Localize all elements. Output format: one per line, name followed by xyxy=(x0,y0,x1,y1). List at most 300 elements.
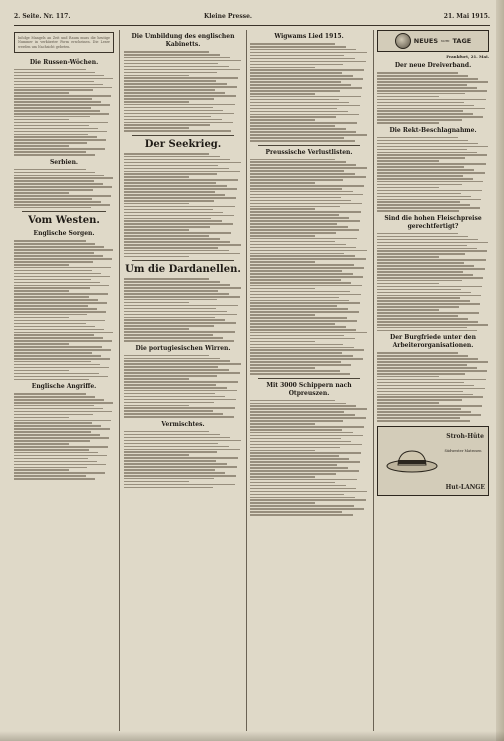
article-heading: Englische Sorgen. xyxy=(33,230,95,238)
text-line xyxy=(14,317,69,319)
text-line xyxy=(124,311,227,313)
header-paper-title: Kleine Presse. xyxy=(204,13,253,20)
text-line xyxy=(250,438,341,440)
text-line xyxy=(124,454,189,456)
text-line xyxy=(124,179,238,181)
text-line xyxy=(377,143,478,145)
text-line xyxy=(377,102,464,104)
text-line xyxy=(14,95,111,97)
text-line xyxy=(124,434,220,436)
text-line xyxy=(250,90,340,92)
text-line xyxy=(377,72,458,74)
text-line xyxy=(250,258,366,260)
text-line xyxy=(14,282,100,284)
column-divider xyxy=(246,30,247,731)
text-line xyxy=(250,291,350,293)
text-line xyxy=(124,98,214,100)
ad-brand: Hut-LANGE xyxy=(445,484,485,492)
text-line xyxy=(250,308,348,310)
text-line xyxy=(124,119,222,121)
text-line xyxy=(124,472,225,474)
text-line xyxy=(250,403,346,405)
text-line xyxy=(14,461,97,463)
text-line xyxy=(124,124,210,126)
text-line xyxy=(377,274,473,276)
article-body xyxy=(14,393,114,480)
text-line xyxy=(14,329,104,331)
text-line xyxy=(14,440,90,442)
text-line xyxy=(377,300,470,302)
text-line xyxy=(250,161,346,163)
text-line xyxy=(124,209,213,211)
text-line xyxy=(377,297,460,299)
text-line xyxy=(124,317,215,319)
text-line xyxy=(250,361,341,363)
text-line xyxy=(124,334,213,336)
text-line xyxy=(250,137,344,139)
text-line xyxy=(124,319,225,321)
article-heading: Der neue Dreiverband. xyxy=(394,62,472,70)
text-line xyxy=(377,199,481,201)
text-line xyxy=(250,432,353,434)
text-line xyxy=(250,214,339,216)
text-line xyxy=(250,344,343,346)
text-line xyxy=(250,441,351,443)
text-line xyxy=(250,458,349,460)
article-body xyxy=(124,431,242,488)
text-line xyxy=(377,248,477,250)
article-body xyxy=(14,69,114,156)
column-1 xyxy=(14,30,114,733)
text-line xyxy=(250,69,364,71)
text-line xyxy=(250,408,367,410)
text-line xyxy=(250,64,343,66)
text-line xyxy=(14,113,109,115)
text-line xyxy=(14,89,93,91)
text-line xyxy=(250,294,361,296)
text-line xyxy=(124,182,216,184)
text-line xyxy=(124,481,189,483)
text-line xyxy=(250,211,361,213)
text-line xyxy=(14,296,89,298)
text-line xyxy=(14,399,104,401)
text-line xyxy=(250,188,342,190)
text-line xyxy=(124,366,218,368)
text-line xyxy=(14,204,110,206)
text-line xyxy=(250,476,315,478)
text-line xyxy=(377,321,478,323)
section-rule xyxy=(258,378,360,379)
text-line xyxy=(14,323,86,325)
text-line xyxy=(14,273,101,275)
text-line xyxy=(250,67,315,69)
text-line xyxy=(377,283,439,285)
text-line xyxy=(377,370,487,372)
text-line xyxy=(377,358,478,360)
text-line xyxy=(250,114,359,116)
text-line xyxy=(250,494,344,496)
text-line xyxy=(14,151,86,153)
text-line xyxy=(250,329,356,331)
text-line xyxy=(124,206,235,208)
text-line xyxy=(377,417,460,419)
text-line xyxy=(377,280,462,282)
text-line xyxy=(250,232,336,234)
text-line xyxy=(14,299,98,301)
text-line xyxy=(377,408,461,410)
text-line xyxy=(250,411,344,413)
text-line xyxy=(14,376,108,378)
text-line xyxy=(250,46,346,48)
text-line xyxy=(377,175,463,177)
column-4 xyxy=(377,30,489,733)
text-line xyxy=(377,379,486,381)
text-line xyxy=(377,352,458,354)
text-line xyxy=(124,431,209,433)
text-line xyxy=(124,378,189,380)
article-heading: Mit 3000 Schippern nach Otpreuszen. xyxy=(266,381,352,397)
text-line xyxy=(250,111,348,113)
text-line xyxy=(124,393,215,395)
text-line xyxy=(124,331,235,333)
text-line xyxy=(377,268,485,270)
text-line xyxy=(250,78,363,80)
text-line xyxy=(124,86,237,88)
text-line xyxy=(124,241,230,243)
poem-body xyxy=(250,43,368,142)
text-line xyxy=(250,305,337,307)
text-line xyxy=(377,193,461,195)
masthead-neues-vom-tage xyxy=(377,30,489,52)
text-line xyxy=(124,110,223,112)
text-line xyxy=(124,381,238,383)
text-line xyxy=(250,491,367,493)
text-line xyxy=(250,176,366,178)
text-line xyxy=(124,77,238,79)
text-line xyxy=(250,373,350,375)
text-line xyxy=(250,134,367,136)
text-line xyxy=(14,364,100,366)
text-line xyxy=(124,95,236,97)
text-line xyxy=(377,190,482,192)
text-line xyxy=(377,315,458,317)
text-line xyxy=(250,347,354,349)
text-line xyxy=(124,57,230,59)
text-line xyxy=(250,131,356,133)
text-line xyxy=(377,152,477,154)
text-line xyxy=(250,270,342,272)
text-line xyxy=(124,305,238,307)
text-line xyxy=(377,295,481,297)
text-line xyxy=(377,399,462,401)
article-heading: Die Russen-Wöchen. xyxy=(29,58,99,66)
text-line xyxy=(14,189,93,191)
text-line xyxy=(14,355,101,357)
text-line xyxy=(14,302,107,304)
text-line xyxy=(124,89,215,91)
text-line xyxy=(14,396,95,398)
text-line xyxy=(250,220,360,222)
text-line xyxy=(377,108,485,110)
text-line xyxy=(250,247,356,249)
text-line xyxy=(14,343,69,345)
ad-title: Stroh-Hüte xyxy=(446,432,484,440)
text-line xyxy=(250,276,363,278)
text-line xyxy=(124,153,209,155)
text-line xyxy=(377,391,463,393)
text-line xyxy=(14,69,86,71)
text-line xyxy=(14,255,103,257)
article-body xyxy=(377,72,489,124)
text-line xyxy=(377,367,477,369)
text-line xyxy=(377,239,478,241)
text-line xyxy=(250,244,346,246)
text-line xyxy=(14,367,109,369)
text-line xyxy=(250,285,362,287)
text-line xyxy=(124,220,222,222)
text-line xyxy=(250,485,346,487)
text-line xyxy=(250,267,364,269)
text-line xyxy=(377,187,439,189)
text-line xyxy=(14,358,110,360)
text-line xyxy=(124,191,215,193)
text-line xyxy=(124,487,213,489)
text-line xyxy=(124,197,236,199)
text-line xyxy=(250,217,349,219)
text-line xyxy=(14,393,86,395)
text-line xyxy=(250,467,348,469)
text-line xyxy=(377,78,478,80)
text-line xyxy=(14,84,103,86)
section-rule xyxy=(132,135,234,136)
text-line xyxy=(377,113,473,115)
text-line xyxy=(14,337,103,339)
text-line xyxy=(124,372,240,374)
text-line xyxy=(124,369,229,371)
article-body xyxy=(250,400,368,516)
section-heading: Vom Westen. xyxy=(28,215,100,227)
text-line xyxy=(250,206,340,208)
text-line xyxy=(124,215,234,217)
text-line xyxy=(14,320,105,322)
text-line xyxy=(377,140,468,142)
text-line xyxy=(377,116,483,118)
text-line xyxy=(250,164,356,166)
text-line xyxy=(377,196,471,198)
text-line xyxy=(14,75,104,77)
text-line xyxy=(14,334,94,336)
text-line xyxy=(14,198,92,200)
text-line xyxy=(14,446,108,448)
text-line xyxy=(250,335,344,337)
text-line xyxy=(250,326,346,328)
text-line xyxy=(124,314,237,316)
text-line xyxy=(250,355,353,357)
text-line xyxy=(250,455,339,457)
text-line xyxy=(124,83,227,85)
text-line xyxy=(14,449,89,451)
text-line xyxy=(14,128,98,130)
text-line xyxy=(124,363,241,365)
text-line xyxy=(250,317,347,319)
text-line xyxy=(250,367,315,369)
text-line xyxy=(14,177,113,179)
text-line xyxy=(124,475,236,477)
page-bottom-shadow xyxy=(0,731,504,741)
ad-subtitle: Südwester Matrosen xyxy=(444,448,482,453)
text-line xyxy=(14,264,69,266)
text-line xyxy=(377,122,439,124)
text-line xyxy=(250,349,364,351)
article-body xyxy=(124,51,242,132)
text-line xyxy=(377,420,470,422)
text-line xyxy=(250,352,342,354)
text-line xyxy=(250,75,353,77)
article-body xyxy=(124,153,242,257)
header-rule xyxy=(14,25,490,26)
text-line xyxy=(14,110,100,112)
text-line xyxy=(250,49,356,51)
text-line xyxy=(250,502,315,504)
text-line xyxy=(124,244,241,246)
text-line xyxy=(124,440,241,442)
text-line xyxy=(377,259,486,261)
text-line xyxy=(250,429,342,431)
text-line xyxy=(124,322,236,324)
text-line xyxy=(250,128,346,130)
text-line xyxy=(250,488,356,490)
text-line xyxy=(14,136,97,138)
text-line xyxy=(124,328,189,330)
text-line xyxy=(124,340,234,342)
text-line xyxy=(14,346,102,348)
text-line xyxy=(124,235,209,237)
text-line xyxy=(14,420,111,422)
text-line xyxy=(124,162,241,164)
text-line xyxy=(250,253,344,255)
article-body xyxy=(377,137,489,212)
article-heading: Englische Angriffe. xyxy=(31,383,97,391)
text-line xyxy=(124,407,235,409)
text-line xyxy=(124,281,220,283)
text-line xyxy=(124,173,217,175)
text-line xyxy=(124,171,240,173)
header-date: 21. Mai 1915. xyxy=(443,13,490,20)
text-line xyxy=(250,179,343,181)
text-line xyxy=(250,314,315,316)
text-line xyxy=(14,370,69,372)
text-line xyxy=(124,54,220,56)
text-line xyxy=(14,154,95,156)
text-line xyxy=(14,443,69,445)
text-line xyxy=(14,101,101,103)
text-line xyxy=(14,142,87,144)
text-line xyxy=(124,446,229,448)
text-line xyxy=(250,341,315,343)
text-line xyxy=(250,414,355,416)
text-line xyxy=(14,258,112,260)
text-line xyxy=(124,63,218,65)
text-line xyxy=(14,332,113,334)
text-line xyxy=(250,464,337,466)
text-line xyxy=(14,417,69,419)
text-line xyxy=(250,279,341,281)
text-line xyxy=(250,473,336,475)
text-line xyxy=(14,207,91,209)
text-line xyxy=(250,125,335,127)
text-line xyxy=(377,402,439,404)
text-line xyxy=(250,235,315,237)
article-heading: Sind die hohen Fleischpreise gerechtfertigt? xyxy=(384,214,482,230)
text-line xyxy=(250,255,355,257)
text-line xyxy=(250,122,357,124)
text-line xyxy=(14,305,88,307)
text-line xyxy=(250,358,363,360)
article-body xyxy=(124,355,242,418)
text-line xyxy=(14,475,86,477)
text-line xyxy=(377,242,488,244)
text-line xyxy=(124,449,240,451)
text-line xyxy=(377,306,459,308)
text-line xyxy=(14,405,94,407)
text-line xyxy=(14,411,112,413)
text-line xyxy=(377,289,461,291)
text-line xyxy=(124,478,214,480)
text-line xyxy=(377,90,487,92)
text-line xyxy=(250,470,359,472)
text-line xyxy=(377,184,462,186)
article-heading: Die portugiesischen Wirren. xyxy=(135,344,231,352)
text-line xyxy=(14,478,95,480)
article-heading: Der Burgfriede unter den Arbeiterorganisationen. xyxy=(390,334,476,350)
text-line xyxy=(14,183,103,185)
text-line xyxy=(124,290,218,292)
text-line xyxy=(14,455,107,457)
text-line xyxy=(377,355,468,357)
text-line xyxy=(377,146,488,148)
text-line xyxy=(377,87,477,89)
text-line xyxy=(377,324,488,326)
text-line xyxy=(377,75,468,77)
text-line xyxy=(250,514,353,516)
text-line xyxy=(124,463,227,465)
text-line xyxy=(124,402,214,404)
text-line xyxy=(14,195,111,197)
text-line xyxy=(14,107,91,109)
notice-text: Infolge Mangels an Zeit und Raum muss die heutige Nummer in verkürzter Form erscheinen. Die Leser werden um Nachsicht gebeten. xyxy=(18,36,110,49)
text-line xyxy=(124,457,238,459)
text-line xyxy=(124,337,223,339)
text-line xyxy=(377,411,471,413)
text-line xyxy=(250,273,353,275)
text-line xyxy=(14,469,69,471)
text-line xyxy=(14,240,86,242)
text-line xyxy=(124,159,230,161)
text-line xyxy=(14,285,109,287)
article-body xyxy=(124,278,242,341)
text-line xyxy=(124,212,223,214)
text-line xyxy=(14,308,97,310)
text-line xyxy=(250,288,315,290)
text-line xyxy=(250,241,335,243)
dateline: Frankfurt, 21. Mai. xyxy=(446,54,489,59)
text-line xyxy=(124,165,218,167)
text-line xyxy=(250,84,351,86)
text-line xyxy=(14,458,88,460)
text-line xyxy=(14,287,90,289)
text-line xyxy=(377,163,486,165)
text-line xyxy=(124,226,210,228)
